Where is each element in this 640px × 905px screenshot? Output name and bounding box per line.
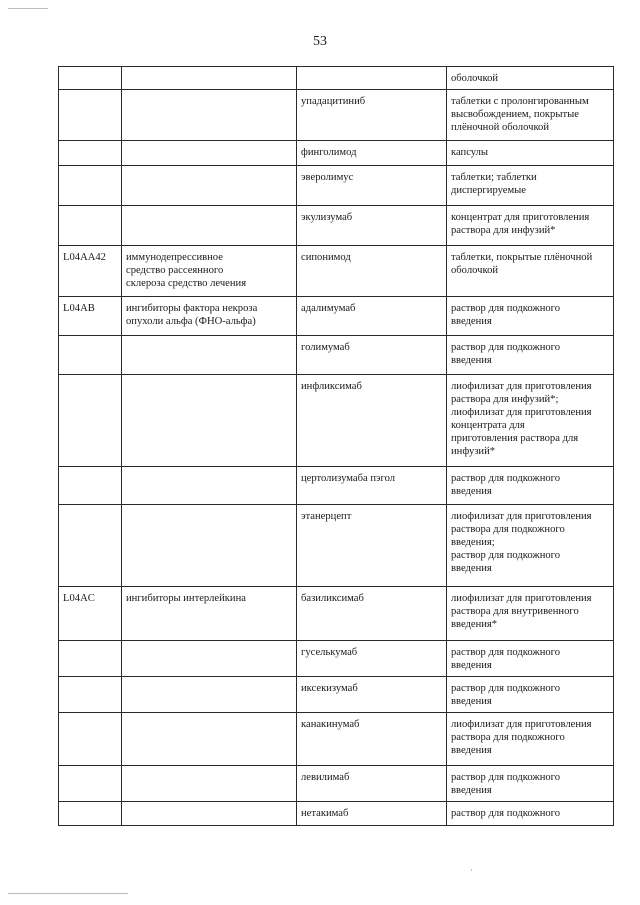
dosage-form-cell-line: концентрата для bbox=[451, 420, 525, 431]
dosage-form-cell-line: введения bbox=[451, 660, 492, 671]
group-name-cell bbox=[122, 802, 297, 826]
group-name-cell bbox=[122, 467, 297, 505]
dosage-form-cell-line: капсулы bbox=[451, 147, 489, 158]
table-row bbox=[59, 766, 614, 802]
drug-name-cell: сипонимод bbox=[297, 246, 447, 297]
atc-code-cell bbox=[59, 766, 122, 802]
dosage-form-cell bbox=[447, 802, 614, 826]
table-row bbox=[59, 505, 614, 587]
dosage-form-cell-line: инфузий* bbox=[451, 446, 496, 457]
atc-code-cell bbox=[59, 206, 122, 246]
dosage-form-cell-line: раствор для подкожного bbox=[451, 808, 561, 819]
dosage-form-cell bbox=[447, 90, 614, 141]
table-row bbox=[59, 375, 614, 467]
table-row bbox=[59, 166, 614, 206]
dosage-form-cell-line: лиофилизат для приготовления bbox=[451, 511, 592, 522]
dosage-form-cell-line: введения* bbox=[451, 619, 498, 630]
group-name-cell bbox=[122, 67, 297, 90]
group-name-cell-line: опухоли альфа (ФНО-альфа) bbox=[126, 316, 256, 327]
dosage-form-cell-line: раствора для внутривенного bbox=[451, 606, 579, 617]
table-body bbox=[59, 67, 614, 826]
group-name-cell bbox=[122, 336, 297, 375]
dosage-form-cell-line: раствора для подкожного bbox=[451, 524, 565, 535]
group-name-cell bbox=[122, 141, 297, 166]
dosage-form-cell-line: раствор для подкожного bbox=[451, 647, 561, 658]
drug-name-cell: этанерцепт bbox=[297, 505, 447, 587]
dosage-form-cell bbox=[447, 641, 614, 677]
dosage-form-cell-line: раствор для подкожного bbox=[451, 550, 561, 561]
table-row bbox=[59, 467, 614, 505]
atc-code-cell bbox=[59, 641, 122, 677]
table-row bbox=[59, 141, 614, 166]
group-name-cell-line: ингибиторы интерлейкина bbox=[126, 593, 246, 604]
dosage-form-cell-line: раствора для инфузий* bbox=[451, 225, 556, 236]
dosage-form-cell bbox=[447, 375, 614, 467]
drug-name-cell: инфликсимаб bbox=[297, 375, 447, 467]
group-name-cell bbox=[122, 90, 297, 141]
dosage-form-cell-line: оболочкой bbox=[451, 265, 499, 276]
dosage-form-cell bbox=[447, 246, 614, 297]
dosage-form-cell bbox=[447, 677, 614, 713]
dosage-form-cell bbox=[447, 206, 614, 246]
table-row bbox=[59, 641, 614, 677]
dosage-form-cell-line: введения bbox=[451, 316, 492, 327]
scan-artifact-bottom bbox=[8, 893, 128, 894]
dosage-form-cell bbox=[447, 467, 614, 505]
drug-name-cell: голимумаб bbox=[297, 336, 447, 375]
dosage-form-cell bbox=[447, 505, 614, 587]
group-name-cell bbox=[122, 766, 297, 802]
dosage-form-cell bbox=[447, 166, 614, 206]
group-name-cell bbox=[122, 297, 297, 336]
dosage-form-cell bbox=[447, 297, 614, 336]
group-name-cell-line: склероза средство лечения bbox=[126, 278, 247, 289]
atc-code-cell bbox=[59, 141, 122, 166]
dosage-form-cell-line: раствора для подкожного bbox=[451, 732, 565, 743]
drug-name-cell: нетакимаб bbox=[297, 802, 447, 826]
dosage-form-cell-line: введения bbox=[451, 563, 492, 574]
dosage-form-cell-line: лиофилизат для приготовления bbox=[451, 407, 592, 418]
atc-code-cell bbox=[59, 90, 122, 141]
group-name-cell bbox=[122, 713, 297, 766]
dosage-form-cell-line: раствор для подкожного bbox=[451, 342, 561, 353]
dosage-form-cell-line: концентрат для приготовления bbox=[451, 212, 590, 223]
atc-code-cell bbox=[59, 713, 122, 766]
dosage-form-cell-line: раствор для подкожного bbox=[451, 303, 561, 314]
group-name-cell bbox=[122, 587, 297, 641]
group-name-cell bbox=[122, 166, 297, 206]
table-row bbox=[59, 336, 614, 375]
dosage-form-cell-line: введения bbox=[451, 355, 492, 366]
dosage-form-cell-line: раствора для инфузий*; bbox=[451, 394, 559, 405]
table-row bbox=[59, 67, 614, 90]
dosage-form-cell-line: лиофилизат для приготовления bbox=[451, 593, 592, 604]
group-name-cell-line: средство рассеянного bbox=[126, 265, 224, 276]
drug-name-cell: иксекизумаб bbox=[297, 677, 447, 713]
table-row bbox=[59, 677, 614, 713]
atc-code-cell bbox=[59, 505, 122, 587]
table-row bbox=[59, 587, 614, 641]
dosage-form-cell-line: введения bbox=[451, 785, 492, 796]
dosage-form-cell-line: раствор для подкожного bbox=[451, 473, 561, 484]
atc-code-cell bbox=[59, 677, 122, 713]
dosage-form-cell-line: приготовления раствора для bbox=[451, 433, 579, 444]
dosage-form-cell-line: раствор для подкожного bbox=[451, 683, 561, 694]
table-row bbox=[59, 713, 614, 766]
dosage-form-cell-line: лиофилизат для приготовления bbox=[451, 381, 592, 392]
group-name-cell bbox=[122, 677, 297, 713]
group-name-cell bbox=[122, 246, 297, 297]
dosage-form-cell-line: введения bbox=[451, 696, 492, 707]
dosage-form-cell-line: плёночной оболочкой bbox=[451, 122, 550, 133]
group-name-cell bbox=[122, 206, 297, 246]
scan-artifact-top bbox=[8, 8, 48, 9]
drug-name-cell: эверолимус bbox=[297, 166, 447, 206]
dosage-form-cell bbox=[447, 336, 614, 375]
page-number: 53 bbox=[313, 34, 327, 49]
dosage-form-cell-line: оболочкой bbox=[451, 73, 499, 84]
group-name-cell bbox=[122, 505, 297, 587]
drug-name-cell: адалимумаб bbox=[297, 297, 447, 336]
dosage-form-cell bbox=[447, 766, 614, 802]
drug-name-cell bbox=[297, 67, 447, 90]
dosage-form-cell bbox=[447, 141, 614, 166]
dosage-form-cell-line: введения bbox=[451, 486, 492, 497]
drug-name-cell: цертолизумаба пэгол bbox=[297, 467, 447, 505]
atc-code-cell bbox=[59, 166, 122, 206]
group-name-cell-line: иммунодепрессивное bbox=[126, 252, 223, 263]
drug-name-cell: экулизумаб bbox=[297, 206, 447, 246]
dosage-form-cell-line: введения; bbox=[451, 537, 495, 548]
drug-name-cell: левилимаб bbox=[297, 766, 447, 802]
dosage-form-cell-line: диспергируемые bbox=[451, 185, 526, 196]
table-row bbox=[59, 802, 614, 826]
dosage-form-cell-line: введения bbox=[451, 745, 492, 756]
atc-code-cell: L04AC bbox=[59, 587, 122, 641]
drug-name-cell: упадацитиниб bbox=[297, 90, 447, 141]
atc-code-cell bbox=[59, 375, 122, 467]
table-row bbox=[59, 297, 614, 336]
atc-code-cell bbox=[59, 336, 122, 375]
dosage-form-cell-line: лиофилизат для приготовления bbox=[451, 719, 592, 730]
atc-code-cell bbox=[59, 467, 122, 505]
dosage-form-cell bbox=[447, 67, 614, 90]
atc-code-cell: L04AA42 bbox=[59, 246, 122, 297]
drug-name-cell: базиликсимаб bbox=[297, 587, 447, 641]
group-name-cell bbox=[122, 375, 297, 467]
dosage-form-cell-line: раствор для подкожного bbox=[451, 772, 561, 783]
dosage-form-cell bbox=[447, 713, 614, 766]
table-row bbox=[59, 90, 614, 141]
dosage-form-cell-line: высвобождением, покрытые bbox=[451, 109, 579, 120]
drug-table bbox=[58, 66, 614, 826]
drug-name-cell: финголимод bbox=[297, 141, 447, 166]
dosage-form-cell-line: таблетки; таблетки bbox=[451, 172, 537, 183]
table-row bbox=[59, 206, 614, 246]
drug-name-cell: канакинумаб bbox=[297, 713, 447, 766]
atc-code-cell bbox=[59, 67, 122, 90]
drug-name-cell: гуселькумаб bbox=[297, 641, 447, 677]
dosage-form-cell bbox=[447, 587, 614, 641]
table-row bbox=[59, 246, 614, 297]
scan-dot: · bbox=[470, 866, 473, 875]
atc-code-cell: L04AB bbox=[59, 297, 122, 336]
atc-code-cell bbox=[59, 802, 122, 826]
dosage-form-cell-line: таблетки с пролонгированным bbox=[451, 96, 589, 107]
group-name-cell-line: ингибиторы фактора некроза bbox=[126, 303, 258, 314]
dosage-form-cell-line: таблетки, покрытые плёночной bbox=[451, 252, 593, 263]
group-name-cell bbox=[122, 641, 297, 677]
